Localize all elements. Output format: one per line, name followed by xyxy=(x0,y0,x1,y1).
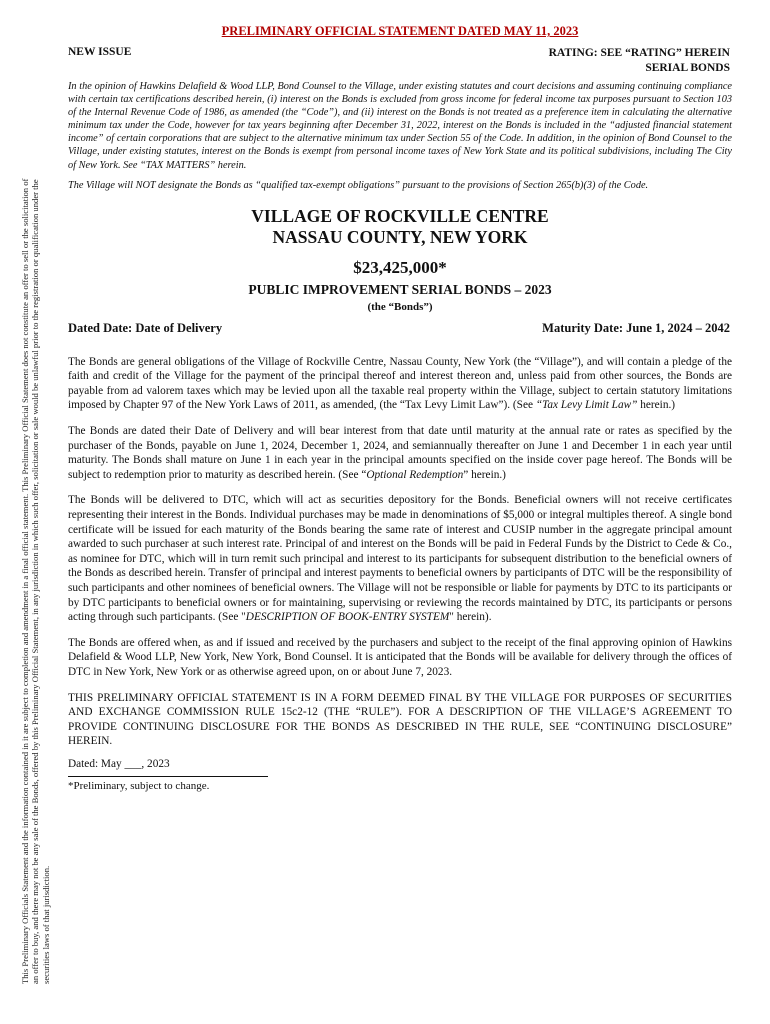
issuer-county: NASSAU COUNTY, NEW YORK xyxy=(272,226,528,247)
footnote: *Preliminary, subject to change. xyxy=(68,779,210,792)
disclaimer-line-3: securities laws of that jurisdiction. xyxy=(40,865,51,984)
disclaimer-line-1: This Preliminary Officials Statement and the information contained in it are subject to completion and amendment in a final official statement. This Preliminary Official Statement does not constitute an offer to sell or the solicitation of xyxy=(20,178,30,984)
book-entry-reference: DESCRIPTION OF BOOK-ENTRY SYSTEM xyxy=(245,611,450,624)
issuer-title xyxy=(68,206,732,248)
footnote-divider xyxy=(68,776,268,777)
dated-line: Dated: May ___, 2023 xyxy=(68,757,170,770)
dated-date: Dated Date: Date of Delivery xyxy=(68,320,223,335)
bonds-short-name: (the “Bonds”) xyxy=(367,300,433,313)
new-issue-label: NEW ISSUE xyxy=(68,46,132,58)
rule-disclosure-paragraph: THIS PRELIMINARY OFFICIAL STATEMENT IS IN A FORM DEEMED FINAL BY THE VILLAGE FOR PURPOSES OF SECURITIES AND EXCHANGE COMMISSION RULE 15c2-12 (THE “RULE”). FOR A DESCRIPTION OF THE VILLAGE’S AGREEMENT TO PROVIDE CONTINUING DISCLOSURE FOR THE BONDS AS DESCRIBED IN THE RULE, SEE “CONTINUING DISCLOSURE” HEREIN. xyxy=(68,691,732,748)
issue-rating-row xyxy=(68,46,732,74)
paragraph-text-end: " herein). xyxy=(449,611,492,624)
paragraph-text-end: herein.) xyxy=(637,399,676,412)
paragraph-text: The Bonds are general obligations of the Village of Rockville Centre, Nassau County, New York (the “Village”), and will contain a pledge of the faith and credit of the Village for the payment of the principal thereof and interest thereon and, unless paid from other sources, the Bonds are payable from ad valorem taxes which may be levied upon all the taxable real property within the Village, subject to certain statutory limitations imposed by Chapter 97 of the New York Laws of 2011, as amended, (the “Tax Levy Limit Law”). (See xyxy=(68,355,732,412)
bond-amount: $23,425,000* xyxy=(353,257,447,277)
document-header-title: PRELIMINARY OFFICIAL STATEMENT DATED MAY 11, 2023 xyxy=(221,24,579,38)
rating-block xyxy=(549,46,730,76)
dtc-delivery-paragraph xyxy=(68,493,732,624)
paragraph-text: The Bonds are dated their Date of Delivery and will bear interest from that date until maturity at the annual rate or rates as specified by the purchaser of the Bonds, payable on June 1, 2024, December 1, 2024, and semiannually thereafter on June 1 and December 1 in each year until maturity. The Bonds shall mature on June 1 in each year in the principal amounts specified on the inside cover page hereof. The Bonds will be subject to redemption prior to maturity as described herein. (See “ xyxy=(68,425,732,481)
rating-label: RATING: SEE “RATING” HEREIN xyxy=(548,47,730,59)
disclaimer-line-2: an offer to buy, and there may not be any sale of the Bonds, offered by this Preliminary Official Statement, in any jurisdiction in which such offer, solicitation or sale would be unlawful prior to the registration or qualification under the xyxy=(30,179,41,984)
paragraph-text-end: ” herein.) xyxy=(463,468,506,481)
dates-row xyxy=(68,321,732,339)
document-page xyxy=(68,24,732,792)
designation-note: The Village will NOT designate the Bonds as “qualified tax-exempt obligations” pursuant to the provisions of Section 265(b)(3) of the Code. xyxy=(68,179,649,191)
bond-series-title: PUBLIC IMPROVEMENT SERIAL BONDS – 2023 xyxy=(248,281,552,297)
sidebar-disclaimer xyxy=(20,4,51,984)
tax-opinion-paragraph: In the opinion of Hawkins Delafield & Wood LLP, Bond Counsel to the Village, under existing statutes and court decisions and assuming continuing compliance with certain tax certifications described herein, (i) interest on the Bonds is excluded from gross income for federal income tax purposes pursuant to Section 103 of the Internal Revenue Code of 1986, as amended (the “Code”), and (ii) interest on the Bonds is not treated as a preference item in calculating the alternative minimum tax under the Code, however for tax years beginning after December 31, 2022, interest on the Bonds is included in the “adjusted financial statement income” of certain corporations that are subject to the alternative minimum tax under Section 55 of the Code. In addition, in the opinion of Bond Counsel to the Village, under existing statutes, interest on the Bonds is exempt from personal income taxes of New York State and its political subdivisions, including The City of New York. See “TAX MATTERS” herein. xyxy=(68,81,732,171)
tax-levy-reference: “Tax Levy Limit Law” xyxy=(535,399,638,412)
interest-maturity-paragraph xyxy=(68,424,732,482)
optional-redemption-reference: Optional Redemption xyxy=(366,468,464,481)
serial-bonds-label: SERIAL BONDS xyxy=(645,62,730,74)
general-obligation-paragraph xyxy=(68,355,732,413)
issuer-name: VILLAGE OF ROCKVILLE CENTRE xyxy=(251,205,549,226)
paragraph-text: The Bonds will be delivered to DTC, which will act as securities depository for the Bonds. Beneficial owners will not receive certificates representing their interest in the Bonds. Individual purchases may be made in denominations of $5,000 or integral multiples thereof. A single bond certificate will be issued for each maturity of the Bonds bearing the same rate of interest and CUSIP number in the aggregate principal amount awarded to such purchaser at such interest rate. Principal of and interest on the Bonds will be paid in Federal Funds by the District to Cede & Co., as nominee for DTC, which will in turn remit such principal and interest to its participants for subsequent distribution to the beneficial owners of the Bonds as described herein. Transfer of principal and interest payments to beneficial owners by participants of DTC will be the responsibility of such participants and other nominees of beneficial owners. The Village will not be responsible or liable for payments by DTC to its participants or by DTC participants to beneficial owners or for maintaining, supervising or reviewing the records maintained by DTC, its participants or persons acting through such participants. (See " xyxy=(68,494,732,624)
offering-paragraph: The Bonds are offered when, as and if issued and received by the purchasers and subject to the receipt of the final approving opinion of Hawkins Delafield & Wood LLP, New York, New York, Bond Counsel. It is anticipated that the Bonds will be available for delivery through the offices of DTC in New York, New York or as otherwise agreed upon, on or about June 7, 2023. xyxy=(68,636,732,678)
maturity-date: Maturity Date: June 1, 2024 – 2042 xyxy=(542,320,730,335)
